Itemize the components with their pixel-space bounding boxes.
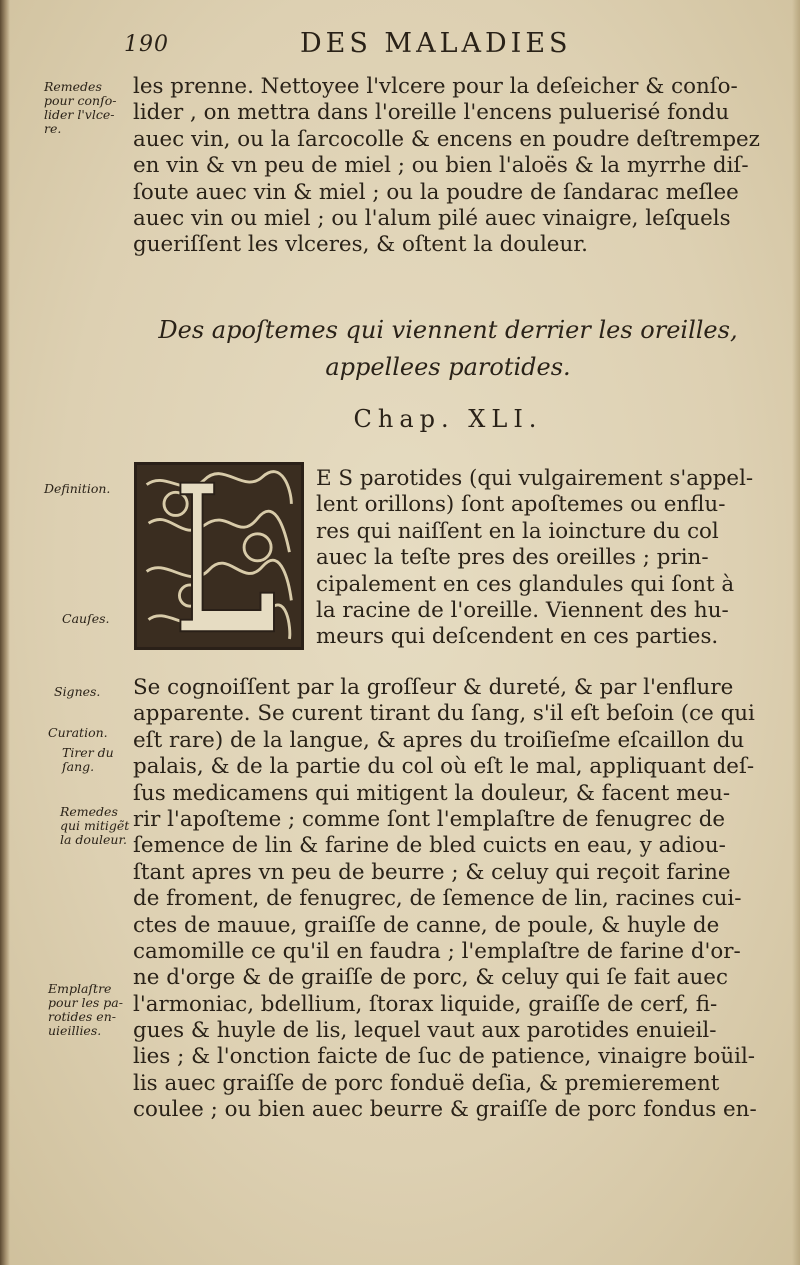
page-edge [792,0,800,1265]
body-paragraph-1 [133,74,763,259]
text-line: res qui naiſſent en la ioincture du col [316,518,719,544]
text-line: camomille ce qu'il en faudra ; l'emplaſtre de farine d'or- [133,938,741,964]
text-line: palais, & de la partie du col où eſt le mal, appliquant deſ- [133,754,755,780]
text-line: ſus medicamens qui mitigent la douleur, & facent meu- [133,780,731,806]
running-head [112,28,772,64]
page-number: 190 [124,32,169,57]
text-line: auec vin ou miel ; ou l'alum pilé auec vinaigre, leſquels [133,205,731,231]
ornament-icon [137,465,301,647]
running-title: DES MALADIES [300,28,572,59]
text-line: les prenne. Nettoyee l'vlcere pour la deſeicher & conſo- [133,74,738,99]
chapter-opening-paragraph [316,466,764,651]
text-line: ſemence de lin & farine de bled cuicts en eau, y adiou- [133,833,726,859]
text-line: l'armoniac, bdellium, ſtorax liquide, graiſſe de cerf, fi- [133,991,718,1017]
margin-note-signes: Signes. [54,684,101,699]
chapter-number: Chap. XLI. [353,405,543,433]
text-line: E S parotides (qui vulgairement s'appel- [316,466,754,491]
text-line: en vin & vn peu de miel ; ou bien l'aloës & la myrrhe diſ- [133,153,749,179]
text-line: lies ; & l'onction faicte de ſuc de patience, vinaigre boüil- [133,1044,756,1070]
text-line: coulee ; ou bien auec beurre & graiſſe de porc fondus en- [133,1097,757,1123]
decorated-initial-l-icon [134,462,304,650]
text-line: cipalement en ces glandules qui ſont à [316,571,735,597]
margin-note-curation: Curation. [48,725,108,740]
margin-note-tirer-sang: Tirer du ſang. [62,745,114,774]
text-line: gueriſſent les vlceres, & oſtent la douleur. [133,232,588,258]
text-line: Se cognoiſſent par la groſſeur & dureté, & par l'enflure [133,675,734,700]
margin-note-causes: Cauſes. [62,611,110,626]
text-line: ctes de mauue, graiſſe de canne, de poule, & huyle de [133,912,720,938]
text-line: ſoute auec vin & miel ; ou la poudre de ſandarac meſlee [133,179,739,205]
text-line: meurs qui deſcendent en ces parties. [316,624,719,650]
text-line: lent orillons) ſont apoſtemes ou enflu- [316,492,726,518]
margin-note-remedes-douleur: Remedes qui mitigẽt la douleur. [60,804,130,847]
body-paragraph-2 [133,675,763,1124]
text-line: rir l'apoſteme ; comme ſont l'emplaſtre de fenugrec de [133,806,726,832]
text-line: auec vin, ou la ſarcocolle & encens en poudre deſtrempez [133,126,760,152]
text-line: auec la teſte pres des oreilles ; prin- [316,545,709,571]
text-line: apparente. Se curent tirant du ſang, s'il eſt beſoin (ce qui [133,701,755,727]
margin-note-emplastre: Emplaſtre pour les pa- rotides en- uieillies. [48,981,123,1038]
text-line: ne d'orge & de graiſſe de porc, & celuy qui ſe fait auec [133,965,728,991]
text-line: lider , on mettra dans l'oreille l'encens puluerisé fondu [133,100,730,126]
binding-shadow [0,0,10,1265]
margin-note-definition: Definition. [44,481,111,496]
text-line: eſt rare) de la langue, & apres du troiſieſme eſcaillon du [133,727,745,753]
chapter-heading-line-1: Des apoſtemes qui viennent derrier les oreilles, [158,316,738,344]
text-line: lis auec graiſſe de porc fonduë deſia, & premierement [133,1070,720,1096]
margin-note-remedes-consolider: Remedes pour conſo- lider l'vlce- re. [44,79,117,136]
text-line: la racine de l'oreille. Viennent des hu- [316,597,729,623]
text-line: gues & huyle de lis, lequel vaut aux parotides enuieil- [133,1018,717,1044]
text-line: ſtant apres vn peu de beurre ; & celuy qui reçoit farine [133,859,731,885]
text-line: de froment, de fenugrec, de ſemence de lin, racines cui- [133,886,742,912]
chapter-heading-line-2: appellees parotides. [325,353,571,381]
